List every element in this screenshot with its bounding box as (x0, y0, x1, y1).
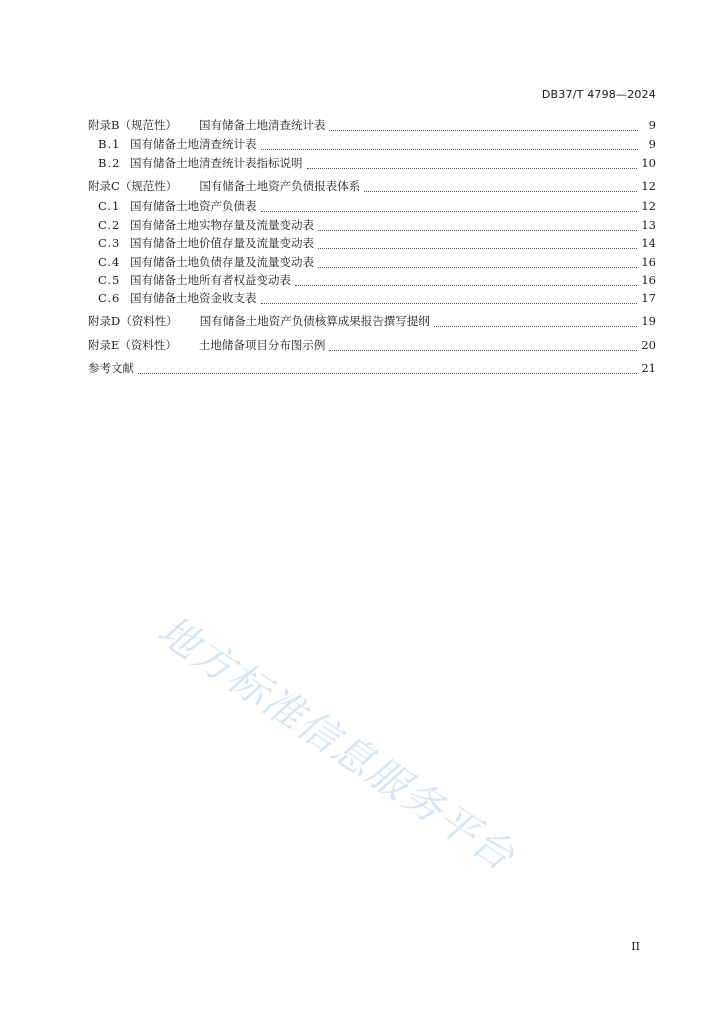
toc-leader-dots (318, 219, 637, 231)
toc-entry-title: 国有储备土地资产负债表 (130, 199, 257, 213)
toc-leader-dots (307, 157, 638, 169)
toc-section-number: C.4 (98, 255, 121, 269)
toc-page-number: 14 (641, 236, 656, 250)
watermark: 地方标准信息服务平台 (149, 607, 524, 881)
toc-entry-c2[interactable] (98, 216, 656, 234)
toc-entry-appendix-d[interactable] (88, 312, 656, 330)
toc-page-number: 19 (641, 314, 656, 328)
toc-leader-dots (329, 339, 637, 351)
document-code: DB37/T 4798—2024 (541, 88, 656, 101)
toc-entry-c6[interactable] (98, 289, 656, 307)
toc-leader-dots (261, 200, 638, 212)
toc-entry-title: 国有储备土地清查统计表 (198, 118, 326, 132)
toc-entry-c3[interactable] (98, 234, 656, 252)
toc-entry-title: 国有储备土地实物存量及流量变动表 (130, 218, 314, 232)
toc-page-number: 9 (648, 118, 656, 132)
toc-leader-dots (318, 256, 637, 268)
toc-entry-c4[interactable] (98, 253, 656, 271)
toc-section-number: C.2 (98, 218, 121, 232)
toc-page-number: 16 (641, 255, 656, 269)
toc-page-number: 13 (641, 218, 656, 232)
toc-page-number: 12 (641, 179, 656, 193)
toc-entry-title: 国有储备土地资产负债核算成果报告撰写提纲 (199, 314, 430, 328)
toc-page-number: 20 (641, 338, 656, 352)
toc-section-number: B.1 (98, 137, 121, 151)
toc-entry-references[interactable] (88, 359, 656, 377)
toc-page-number: 21 (641, 361, 656, 375)
toc-leader-dots (261, 292, 638, 304)
toc-section-number: C.5 (98, 273, 121, 287)
page-number-footer: II (631, 940, 640, 953)
toc-page-number: 17 (641, 291, 656, 305)
toc-entry-b2[interactable] (98, 154, 656, 172)
toc-entry-appendix-c[interactable] (88, 177, 656, 195)
toc-appendix-label: 附录C（规范性） (88, 179, 178, 193)
toc-entry-title: 国有储备土地负债存量及流量变动表 (130, 255, 314, 269)
toc-appendix-label: 附录B（规范性） (88, 118, 177, 132)
toc-entry-b1[interactable] (98, 135, 656, 153)
toc-leader-dots (138, 362, 637, 374)
toc-leader-dots (434, 315, 638, 327)
toc-section-number: C.1 (98, 199, 121, 213)
toc-entry-title: 参考文献 (88, 361, 134, 375)
toc-leader-dots (364, 180, 637, 192)
toc-section-number: C.3 (98, 236, 121, 250)
toc-appendix-label: 附录D（资料性） (88, 314, 178, 328)
toc-entry-title: 国有储备土地资金收支表 (130, 291, 257, 305)
toc-leader-dots (295, 274, 637, 286)
toc-entry-title: 国有储备土地资产负债报表体系 (199, 179, 361, 193)
toc-leader-dots (318, 237, 637, 249)
toc-entry-appendix-e[interactable] (88, 336, 656, 354)
toc-page-number: 16 (641, 273, 656, 287)
toc-entry-title: 国有储备土地价值存量及流量变动表 (130, 236, 314, 250)
toc-entry-title: 国有储备土地清查统计表指标说明 (130, 156, 303, 170)
toc-page-number: 10 (641, 156, 656, 170)
toc-leader-dots (261, 138, 639, 150)
toc-leader-dots (329, 119, 638, 131)
toc-entry-title: 国有储备土地所有者权益变动表 (130, 273, 291, 287)
toc-entry-c5[interactable] (98, 271, 656, 289)
toc-entry-title: 土地储备项目分布图示例 (198, 338, 326, 352)
toc-page-number: 9 (648, 137, 656, 151)
toc-page-number: 12 (641, 199, 656, 213)
toc-entry-appendix-b[interactable] (88, 116, 656, 134)
toc-entry-title: 国有储备土地清查统计表 (130, 137, 257, 151)
toc-section-number: C.6 (98, 291, 121, 305)
toc-section-number: B.2 (98, 156, 121, 170)
toc-entry-c1[interactable] (98, 197, 656, 215)
toc-appendix-label: 附录E（资料性） (88, 338, 177, 352)
